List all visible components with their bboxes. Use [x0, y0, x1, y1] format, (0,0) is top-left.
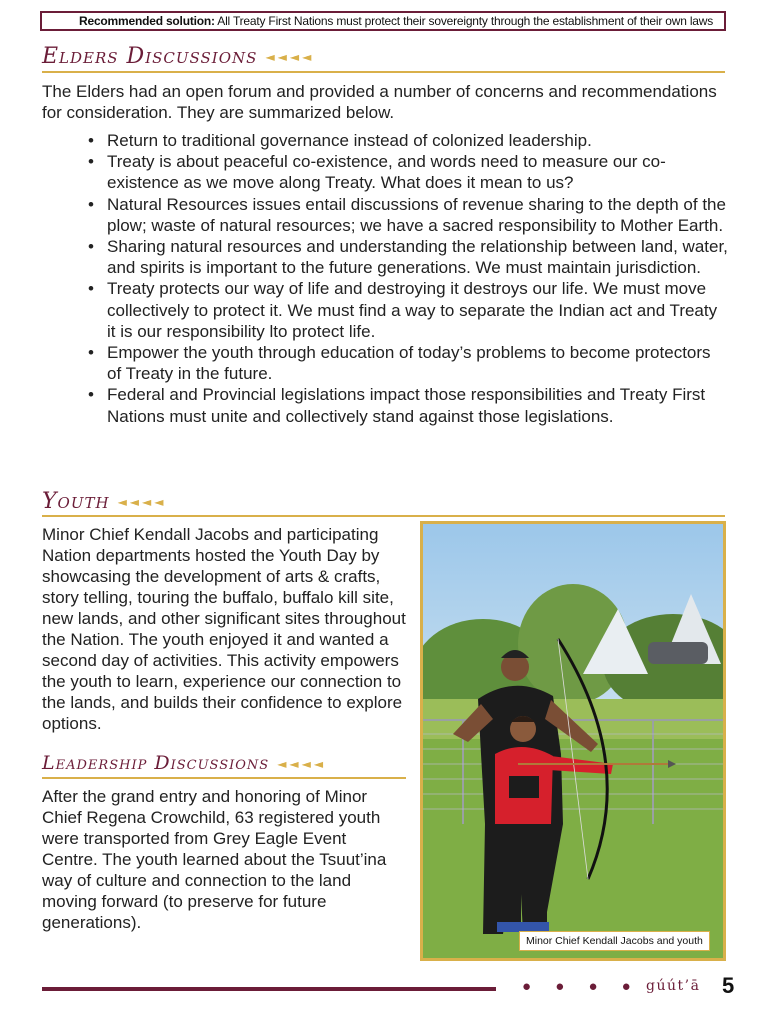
- leadership-arrows-icon: ◄◄◄◄: [277, 757, 327, 771]
- footer-rule: [42, 987, 496, 991]
- elders-heading-text: Elders Discussions: [42, 44, 258, 69]
- youth-heading-text: Youth: [42, 489, 110, 514]
- list-item: • Sharing natural resources and understanding the relationship between land, water, and spirits is important to the future generations. We must maintain jurisdiction.: [88, 236, 728, 278]
- recommended-label: Recommended solution:: [79, 14, 215, 28]
- leadership-heading-text: Leadership Discussions: [42, 752, 270, 774]
- elders-heading: [42, 44, 314, 70]
- footer-word: gúút’ā: [646, 978, 701, 994]
- archery-photo: [420, 521, 726, 961]
- photo-caption: Minor Chief Kendall Jacobs and youth: [519, 931, 710, 951]
- elders-rule: [42, 71, 725, 73]
- recommended-solution-box: [40, 11, 726, 31]
- leadership-text: After the grand entry and honoring of Minor Chief Regena Crowchild, 63 registered youth were transported from Grey Eagle Event Centre. The youth learned about the Tsuut’ina way of culture and connection to the land moving forward (to preserve for future generations).: [42, 787, 387, 932]
- elders-arrows-icon: ◄◄◄◄: [265, 50, 315, 64]
- recommended-text: All Treaty First Nations must protect their sovereignty through the establishment of their own laws: [214, 14, 714, 28]
- elders-bullet-list: [88, 130, 728, 427]
- elders-intro: The Elders had an open forum and provided a number of concerns and recommendations for consideration. They are summarized below.: [42, 82, 717, 122]
- list-item: • Treaty protects our way of life and destroying it destroys our life. We must move collectively to protect it. We must find a way to separate the Indian act and Treaty it is our responsibility lto protect life.: [88, 278, 728, 342]
- page-number: 5: [722, 973, 735, 998]
- list-item: • Treaty is about peaceful co-existence, and words need to measure our co-existence as we move along Treaty. What does it mean to us?: [88, 151, 728, 193]
- leadership-heading: [42, 750, 326, 777]
- leadership-rule: [42, 777, 406, 779]
- archery-photo-illustration: [423, 524, 723, 958]
- youth-text: Minor Chief Kendall Jacobs and participating Nation departments hosted the Youth Day by showcasing the development of arts & crafts, story telling, touring the buffalo, buffalo kill site, new lands, and other significant sites throughout the Nation. The youth enjoyed it and wanted a second day of activities. This activity empowers the youth to learn, experience our connection to the lands, and builds their confidence to explore options.: [42, 525, 406, 733]
- youth-rule: [42, 515, 725, 517]
- list-item: • Return to traditional governance instead of colonized leadership.: [88, 130, 728, 151]
- youth-arrows-icon: ◄◄◄◄: [117, 495, 167, 509]
- youth-heading: [42, 489, 166, 515]
- list-item: • Federal and Provincial legislations impact those responsibilities and Treaty First Nations must unite and collectively stand against those legislations.: [88, 384, 728, 426]
- list-item: • Empower the youth through education of today’s problems to become protectors of Treaty in the future.: [88, 342, 728, 384]
- list-item: • Natural Resources issues entail discussions of revenue sharing to the depth of the plow; waste of natural resources; we have a sacred responsibility to Mother Earth.: [88, 194, 728, 236]
- footer-dots-icon: ● ● ● ●: [522, 978, 641, 995]
